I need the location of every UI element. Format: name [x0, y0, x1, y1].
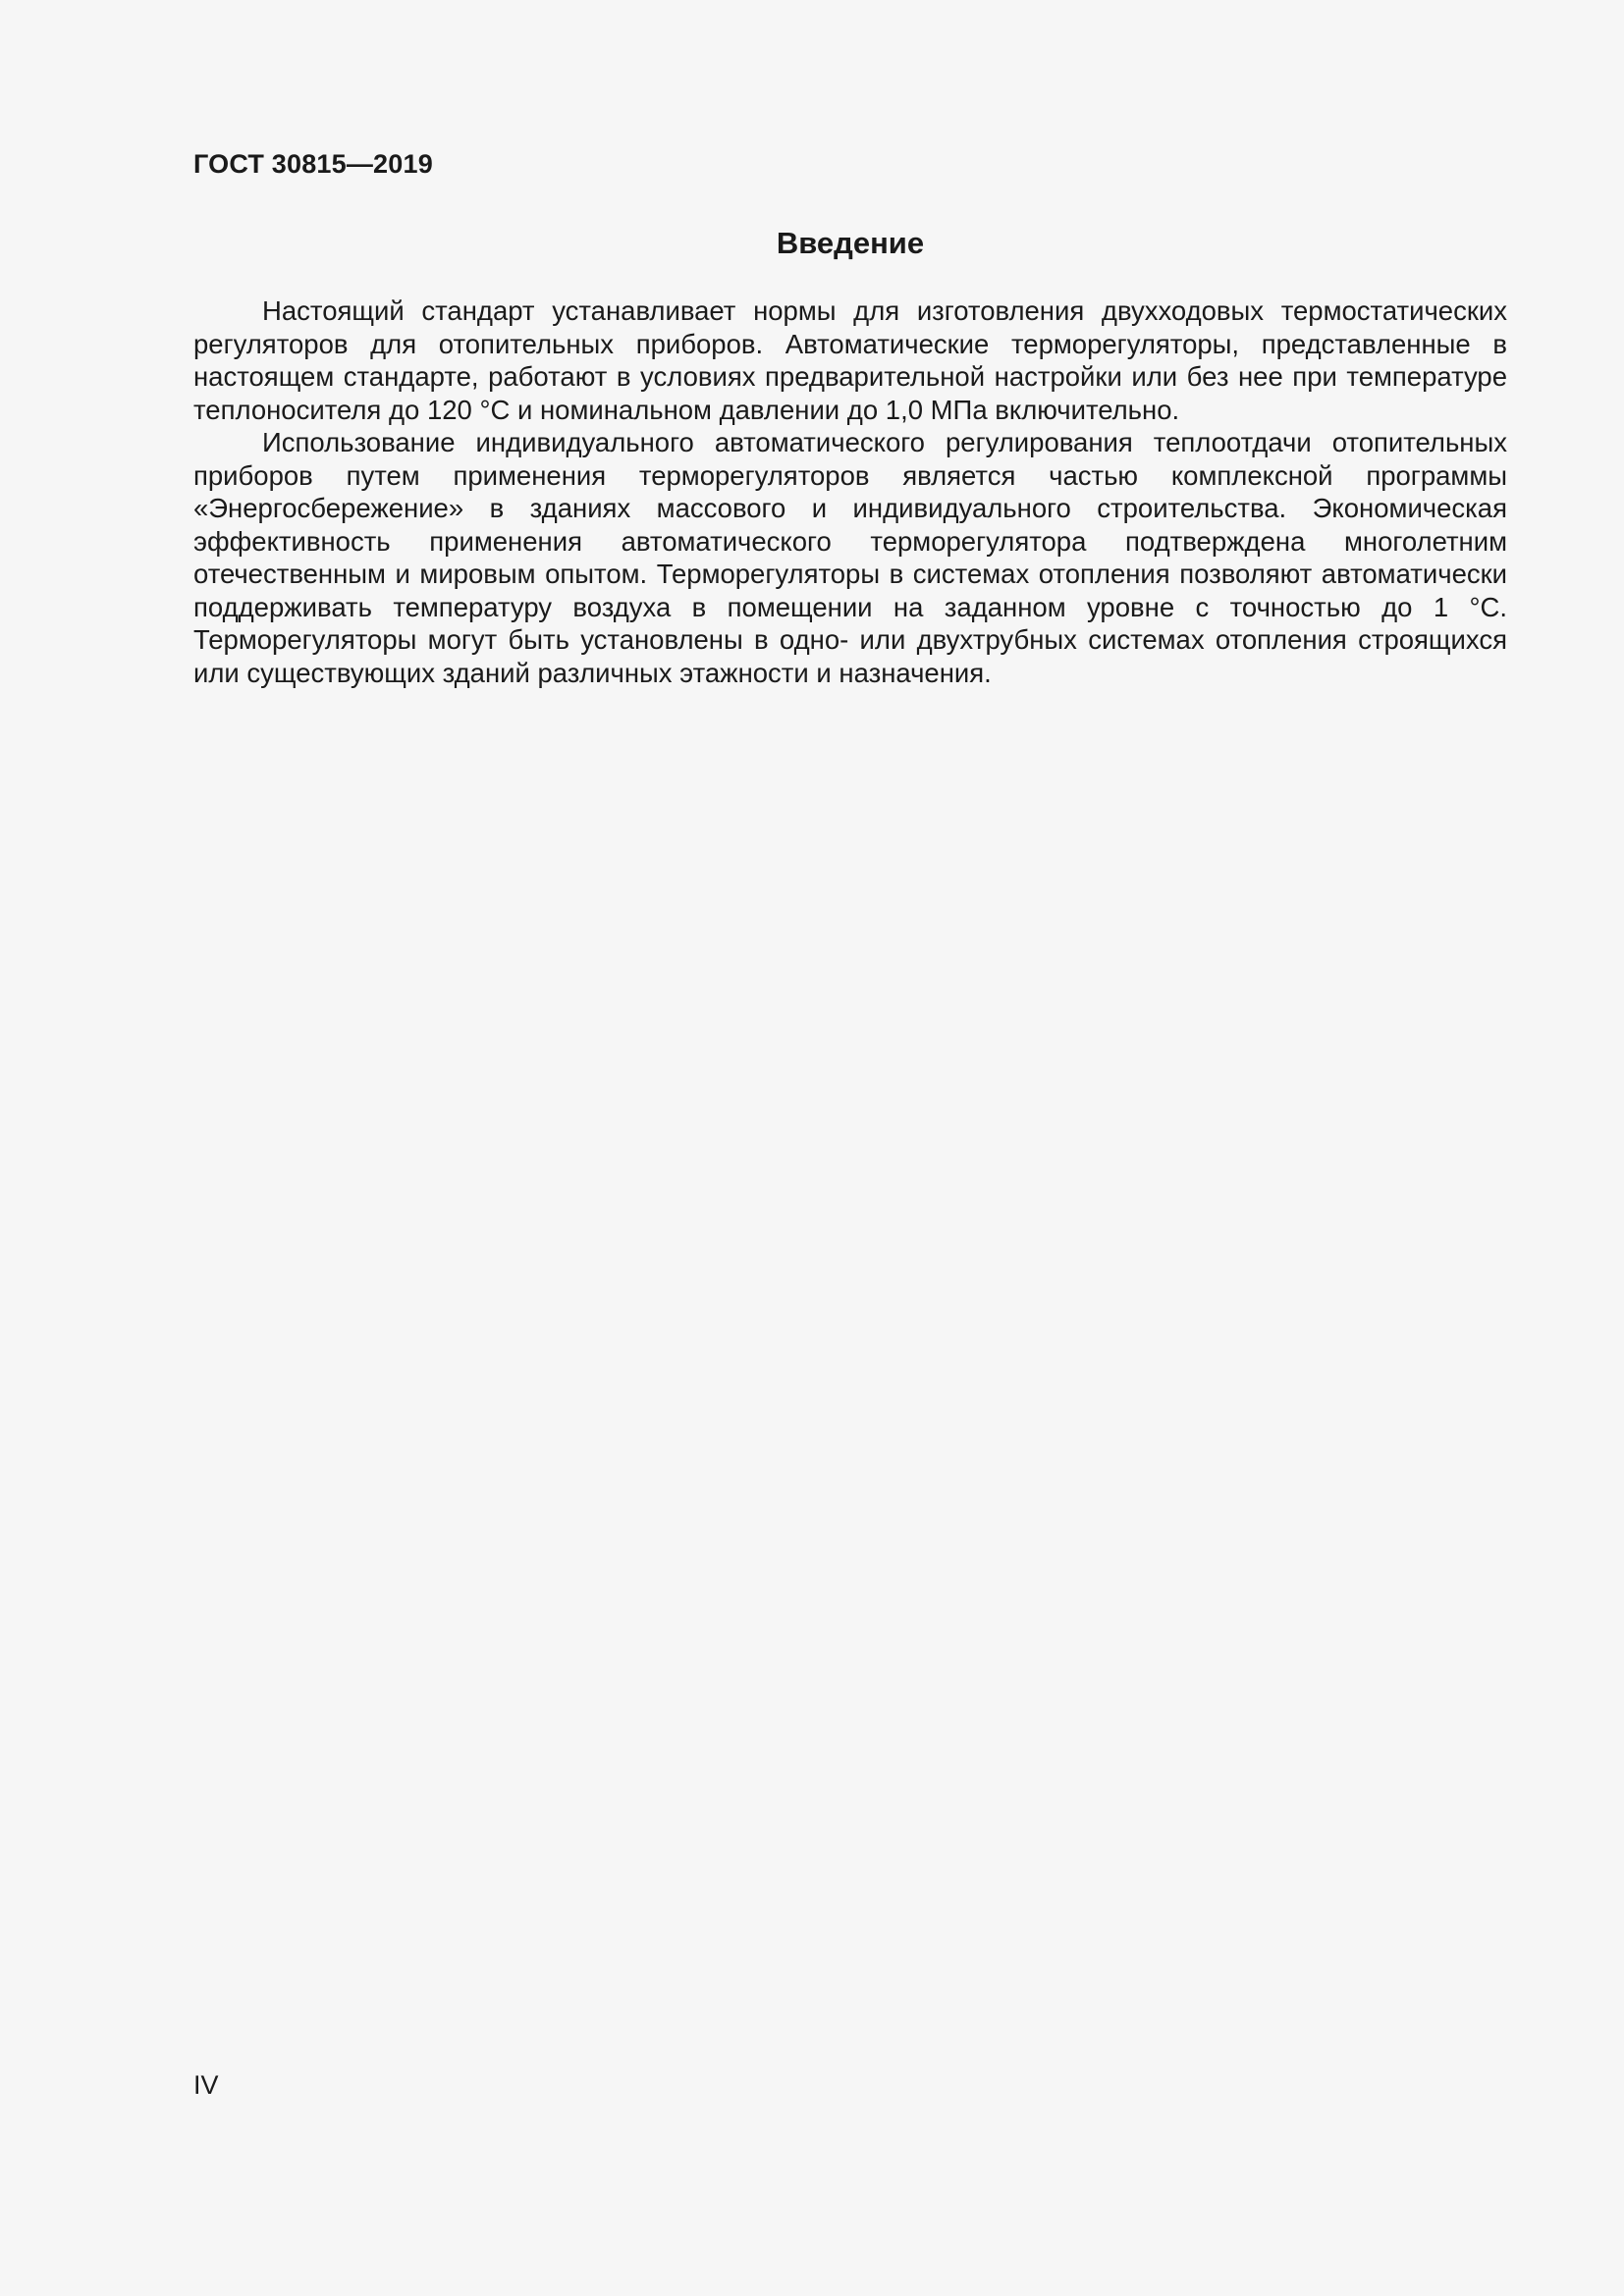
page-number: IV [193, 2070, 219, 2100]
body-text [193, 294, 1507, 689]
paragraph-2: Использование индивидуального автоматического регулирования теплоотдачи отопительных приборов путем применения терморегуляторов является частью комплексной программы «Энергосбережение» в зданиях массового и индивидуального строительства. Экономическая эффективность применения автоматического терморегулятора подтверждена многолетним отечественным и мировым опытом. Терморегуляторы в системах отопления позволяют автоматически поддерживать температуру воздуха в помещении на заданном уровне с точностью до 1 °С. Терморегуляторы могут быть установлены в одно- или двухтрубных системах отопления строящихся или существующих зданий различных этажности и назначения. [193, 427, 1507, 688]
section-title: Введение [776, 226, 925, 260]
paragraph-1: Настоящий стандарт устанавливает нормы для изготовления двухходовых термостатических регуляторов для отопительных приборов. Автоматические терморегуляторы, представленные в настоящем стандарте, работают в условиях предварительной настройки или без нее при температуре теплоносителя до 120 °С и номинальном давлении до 1,0 МПа включительно. [193, 295, 1507, 425]
document-code: ГОСТ 30815—2019 [193, 149, 433, 179]
